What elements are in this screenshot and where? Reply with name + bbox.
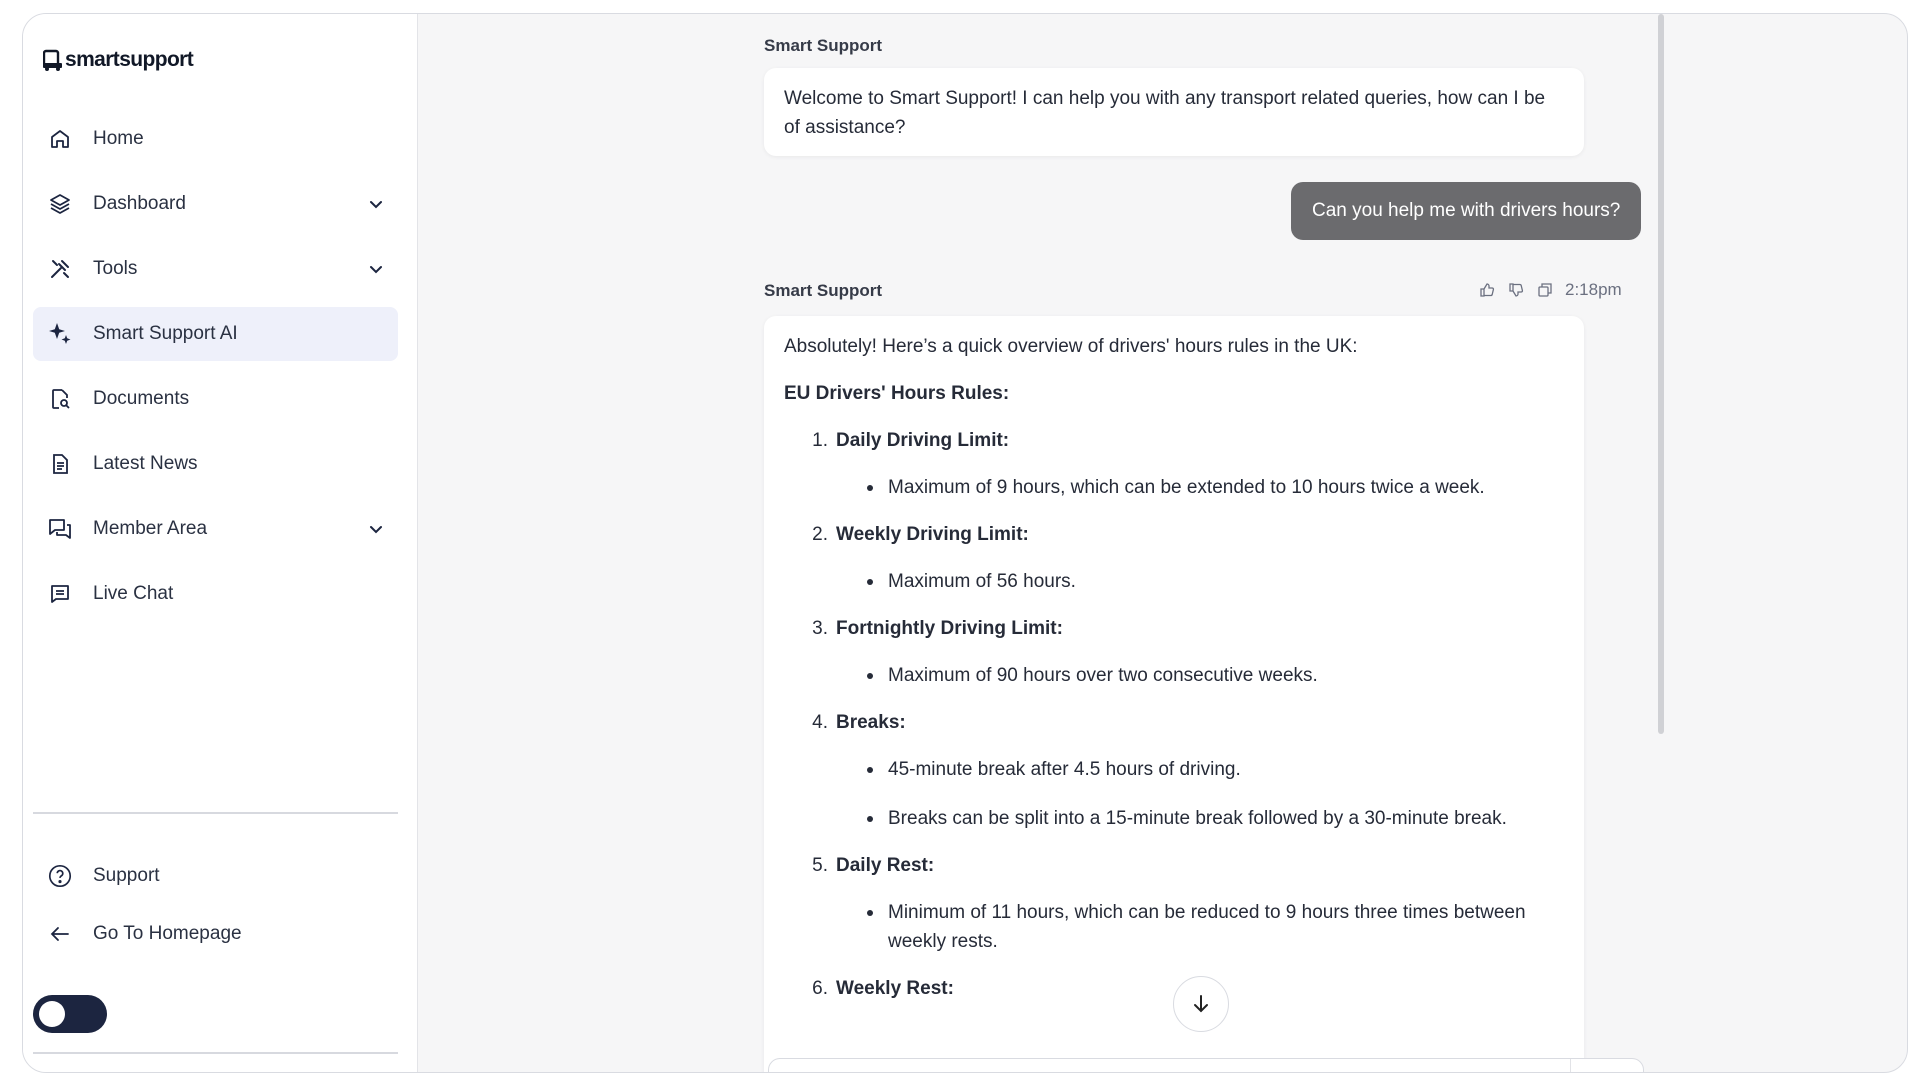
- chat-area[interactable]: [418, 14, 1907, 1072]
- answer-list: [784, 426, 1564, 1003]
- message-icon: [47, 581, 73, 607]
- answer-content: [764, 316, 1584, 1003]
- thumbs-up-icon[interactable]: [1478, 282, 1495, 299]
- brand-name: smartsupport: [65, 48, 194, 71]
- bullet-list: [784, 755, 1564, 833]
- brand-logo[interactable]: [43, 48, 193, 72]
- bullet-item: Breaks can be split into a 15-minute break followed by a 30-minute break.: [784, 804, 1564, 833]
- sidebar-item-label: Member Area: [93, 518, 208, 539]
- sidebar-item-tools[interactable]: [33, 242, 398, 296]
- list-item-title: Daily Rest:: [836, 855, 935, 876]
- sidebar-item-label: Home: [93, 128, 144, 149]
- theme-toggle[interactable]: [33, 995, 107, 1033]
- list-number: 6.: [812, 978, 828, 999]
- sidebar-item-support[interactable]: [33, 852, 398, 900]
- answer-list-item: [784, 426, 1564, 502]
- sidebar-item-latest-news[interactable]: [33, 437, 398, 491]
- chevron-down-icon[interactable]: [366, 194, 386, 214]
- copy-icon[interactable]: [1536, 282, 1553, 299]
- list-number: 2.: [812, 524, 828, 545]
- bullet-list: [784, 567, 1564, 596]
- sidebar: [23, 14, 418, 1072]
- app-window: [22, 13, 1908, 1073]
- chat-scrollbar[interactable]: [1658, 14, 1664, 734]
- sidebar-item-label: Documents: [93, 388, 190, 409]
- sidebar-bottom-nav: [33, 852, 398, 968]
- list-item-title: Breaks:: [836, 712, 906, 733]
- message-sender: Smart Support: [764, 281, 883, 300]
- bullet-item: 45-minute break after 4.5 hours of driving.: [784, 755, 1564, 784]
- news-icon: [47, 451, 73, 477]
- sidebar-item-member-area[interactable]: [33, 502, 398, 556]
- home-icon: [47, 126, 73, 152]
- list-item-title: Fortnightly Driving Limit:: [836, 618, 1063, 639]
- answer-intro: Absolutely! Here’s a quick overview of drivers' hours rules in the UK:: [784, 336, 1358, 357]
- sidebar-item-label: Latest News: [93, 453, 198, 474]
- message-time: 2:18pm: [1565, 280, 1622, 299]
- list-item-title: Weekly Driving Limit:: [836, 524, 1029, 545]
- sidebar-item-label: Live Chat: [93, 583, 174, 604]
- list-item-title: Daily Driving Limit:: [836, 430, 1010, 451]
- bullet-item: Minimum of 11 hours, which can be reduced to 9 hours three times between weekly rests.: [784, 898, 1564, 956]
- user-message-bubble: [1291, 182, 1641, 240]
- sidebar-item-label: Support: [93, 865, 160, 886]
- sidebar-item-documents[interactable]: [33, 372, 398, 426]
- chevron-down-icon[interactable]: [366, 519, 386, 539]
- toggle-knob: [39, 1001, 65, 1027]
- layers-icon: [47, 191, 73, 217]
- answer-list-item: [784, 614, 1564, 690]
- list-number: 3.: [812, 618, 828, 639]
- sidebar-item-live-chat[interactable]: [33, 567, 398, 621]
- chevron-down-icon[interactable]: [366, 259, 386, 279]
- answer-heading: EU Drivers' Hours Rules:: [784, 383, 1010, 404]
- sidebar-item-go-to-homepage[interactable]: [33, 910, 398, 958]
- sidebar-item-label: Go To Homepage: [93, 923, 242, 944]
- message-sender: Smart Support: [764, 36, 883, 55]
- sidebar-divider: [33, 812, 398, 814]
- list-number: 4.: [812, 712, 828, 733]
- thumbs-down-icon[interactable]: [1507, 282, 1524, 299]
- bullet-list: [784, 661, 1564, 690]
- bullet-item: Maximum of 9 hours, which can be extended to 10 hours twice a week.: [784, 473, 1564, 502]
- sparkle-icon: [47, 321, 73, 347]
- bullet-list: [784, 473, 1564, 502]
- bot-message-text: Welcome to Smart Support! I can help you with any transport related queries, how can I be of assistance?: [784, 88, 1546, 138]
- chat-input[interactable]: [768, 1058, 1644, 1073]
- list-number: 5.: [812, 855, 828, 876]
- tools-icon: [47, 256, 73, 282]
- help-circle-icon: [47, 863, 73, 889]
- list-number: 1.: [812, 430, 828, 451]
- sidebar-item-label: Smart Support AI: [93, 323, 238, 344]
- answer-list-item: [784, 851, 1564, 956]
- truck-logo-icon: [43, 49, 63, 71]
- sidebar-item-smart-support-ai[interactable]: [33, 307, 398, 361]
- sidebar-item-label: Dashboard: [93, 193, 186, 214]
- sidebar-item-label: Tools: [93, 258, 138, 279]
- scroll-down-button[interactable]: [1173, 976, 1229, 1032]
- bot-answer-bubble: [764, 316, 1584, 1073]
- sidebar-footer-divider: [33, 1052, 398, 1054]
- answer-list-item: [784, 708, 1564, 833]
- chat-bubbles-icon: [47, 516, 73, 542]
- user-message-text: Can you help me with drivers hours?: [1312, 200, 1621, 221]
- sidebar-nav: [33, 112, 398, 632]
- arrow-left-icon: [47, 921, 73, 947]
- sidebar-item-home[interactable]: [33, 112, 398, 166]
- arrow-down-icon: [1190, 993, 1212, 1015]
- bullet-item: Maximum of 56 hours.: [784, 567, 1564, 596]
- bullet-item: Maximum of 90 hours over two consecutive weeks.: [784, 661, 1564, 690]
- answer-list-item: [784, 520, 1564, 596]
- bot-message-bubble: [764, 68, 1584, 156]
- input-separator: [1570, 1059, 1572, 1073]
- document-search-icon: [47, 386, 73, 412]
- sidebar-item-dashboard[interactable]: [33, 177, 398, 231]
- list-item-title: Weekly Rest:: [836, 978, 954, 999]
- message-actions: [1478, 280, 1622, 300]
- bullet-list: [784, 898, 1564, 956]
